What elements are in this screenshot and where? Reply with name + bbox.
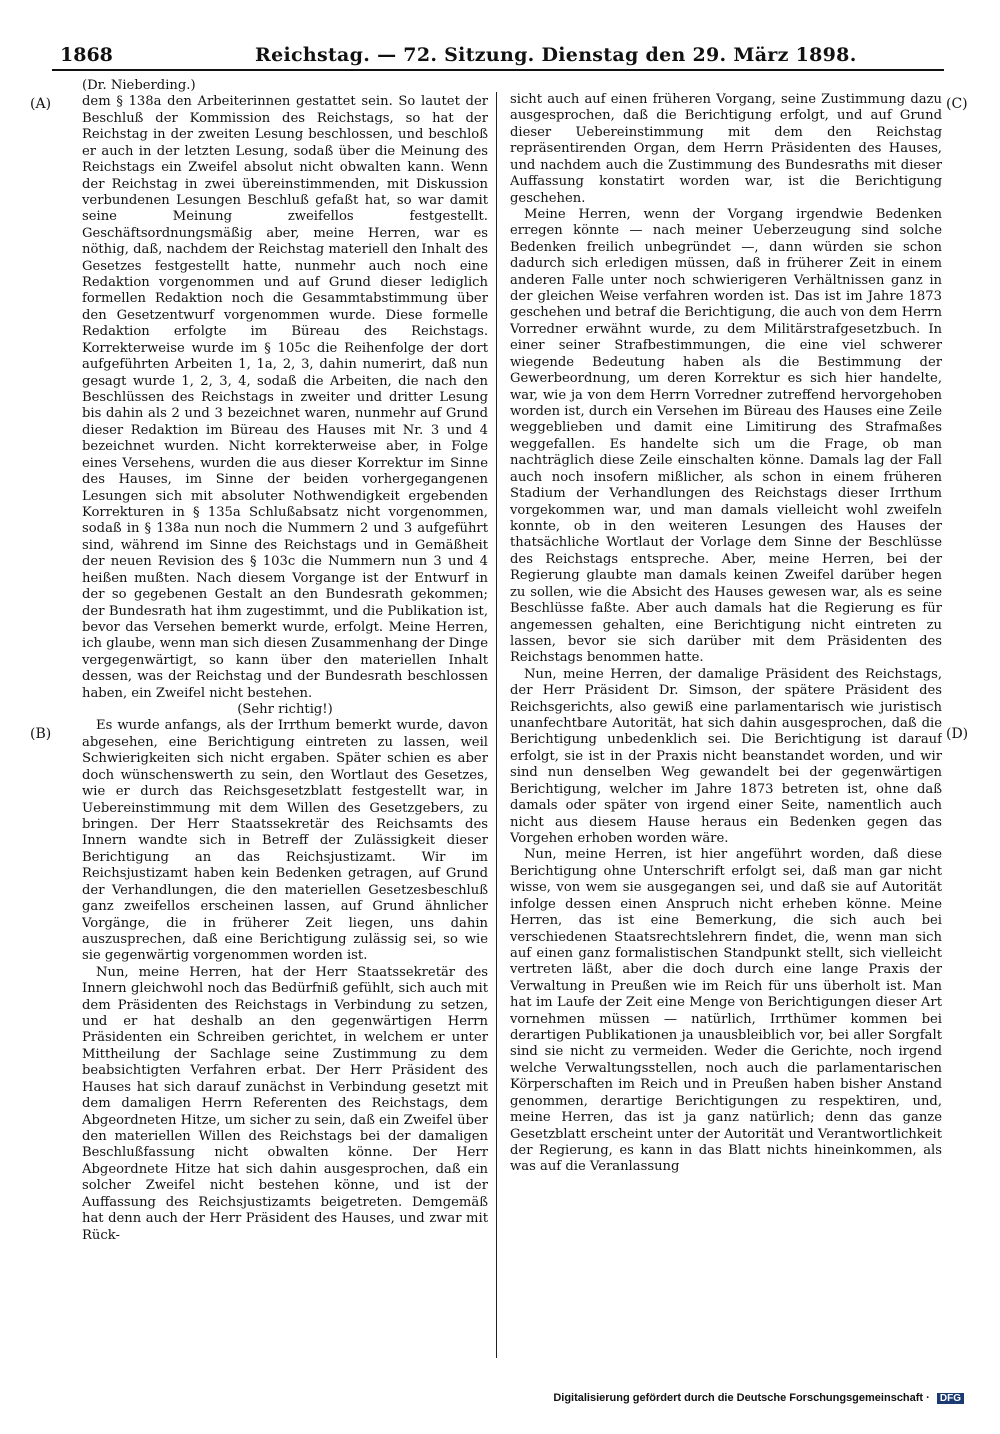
paragraph: Meine Herren, wenn der Vorgang irgendwie Bedenken erregen könnte — nach meiner Ueberzeugung sind solche Bedenken freilich unbegründet —, dann würden sie schon dadurch sich erledigen müssen, daß in früherer Zeit in einem anderen Falle unter noch schwierigeren Verhältnissen ganz in der gleichen Weise verfahren worden ist. Das ist im Jahre 1873 geschehen und betraf die Berichtigung, die auch von dem Herrn Vorredner erwähnt wurde, zu dem Militärstrafgesetzbuch. In einer seiner Strafbestimmungen, die eine viel schwerer wiegende Bedeutung haben als die Bestimmung der Gewerbeordnung, um deren Korrektur es sich hier handelte, war, wie ja von dem Herrn Vorredner zutreffend hervorgehoben worden ist, durch ein Versehen im Büreau des Hauses eine Zeile weggeblieben und damit eine Limitirung des Strafmaßes weggefallen. Es handelte sich um die Frage, ob man nachträglich diese Zeile einschalten könne. Damals lag der Fall auch noch insofern mißlicher, als schon in einem früheren Stadium der Verhandlungen des Reichstags dieser Irrthum vorgekommen war, und man damals vielleicht wohl zweifeln konnte, ob in den weiteren Lesungen des Hauses der thatsächliche Wortlaut der Vorlage dem Sinne der Beschlüsse des Reichstags entspreche. Aber, meine Herren, bei der Regierung glaubte man damals keinen Zweifel darüber hegen zu sollen, wie die Absicht des Hauses gewesen war, als es seine Beschlüsse faßte. Aber auch damals hat die Regierung es für angemessen gehalten, eine Berichtigung nicht eintreten zu lassen, bevor sie sich darüber mit dem Präsidenten des Reichstags benommen hatte. [510, 206, 942, 666]
interjection: (Sehr richtig!) [237, 702, 333, 718]
dfg-logo-icon: DFG [937, 1393, 964, 1404]
margin-letter-c: (C) [946, 96, 968, 112]
left-column [82, 78, 488, 1358]
paragraph: sicht auch auf einen früheren Vorgang, seine Zustimmung dazu ausgesprochen, daß die Berichtigung erfolgt, und auf Grund dieser Uebereinstimmung mit dem den Reichstag repräsentirenden Organ, dem Herrn Präsidenten des Hauses, und nachdem auch die Zustimmung des Bundesraths mit dieser Auffassung konstatirt worden war, ist die Berichtigung geschehen. [510, 92, 942, 206]
header-rule [52, 69, 944, 71]
right-column [510, 92, 942, 1372]
speaker-label: (Dr. Nieberding.) [82, 78, 196, 93]
footer-credit [553, 1392, 964, 1404]
paragraph: Nun, meine Herren, der damalige Präsident des Reichstags, der Herr Präsident Dr. Simson, der spätere Präsident des Reichsgerichts, also gewiß eine parlamentarisch wie juristisch unanfechtbare Autorität, hat sich dahin ausgesprochen, daß die Berichtigung unbedenklich sei. Die Berichtigung ist darauf erfolgt, sie ist in der Praxis nicht beanstandet worden, und wir sind nun denselben Weg gewandelt bei der gegenwärtigen Berichtigung, welcher im Jahre 1873 betreten ist, ohne daß damals oder später von irgend einer Seite, namentlich auch nicht aus diesem Hause heraus ein Bedenken gegen das Vorgehen erhoben worden wäre. [510, 666, 942, 846]
margin-letter-b: (B) [30, 726, 52, 742]
page-number: 1868 [60, 44, 113, 66]
running-head: Reichstag. — 72. Sitzung. Dienstag den 29. März 1898. [255, 44, 857, 66]
paragraph: Nun, meine Herren, ist hier angeführt worden, daß diese Berichtigung ohne Unterschrift erfolgt sei, daß man gar nicht wisse, von wem sie ausgegangen sei, und daß sie auf Autorität infolge dessen einen Anspruch nicht erheben könne. Meine Herren, das ist eine Bemerkung, die sich auch bei verschiedenen Staatsrechtslehrern findet, die, wenn man sich auf einen ganz formalistischen Standpunkt stellt, sich vielleicht vertreten läßt, aber die doch durch eine lange Praxis der Verwaltung in Preußen wie im Reich für uns überholt ist. Man hat im Laufe der Zeit eine Menge von Berichtigungen dieser Art vornehmen müssen — natürlich, Irrthümer kommen bei derartigen Publikationen ja unausbleiblich vor, bei aller Sorgfalt sind sie nicht zu vermeiden. Weder die Gerichte, noch irgend welche Verwaltungsstellen, noch auch die parlamentarischen Körperschaften im Reich und in Preußen haben bisher Anstand genommen, derartige Berichtigungen zu respektiren, und, meine Herren, das ist ja ganz natürlich; denn das ganze Gesetzblatt erscheint unter der Autorität und Verantwortlichkeit der Regierung, es kann in das Blatt nichts hineinkommen, als was auf die Veranlassung [510, 847, 942, 1175]
paragraph: Es wurde anfangs, als der Irrthum bemerkt wurde, davon abgesehen, eine Berichtigung eintreten zu lassen, weil Schwierigkeiten sich nicht ergaben. Später schien es aber doch wünschenswerth zu sein, den Wortlaut des Gesetzes, wie er durch das Reichsgesetzblatt festgestellt war, in Uebereinstimmung mit dem Willen des Gesetzgebers, zu bringen. Der Herr Staatssekretär des Reichsamts des Innern wandte sich in Betreff der Zulässigkeit dieser Berichtigung an das Reichsjustizamt. Wir im Reichsjustizamt haben kein Bedenken getragen, auf Grund der Verhandlungen, die den materiellen Gesetzesbeschluß ganz zweifellos erscheinen lassen, auf Grund ähnlicher Vorgänge, die in früherer Zeit liegen, uns dahin auszusprechen, daß eine Berichtigung zulässig sei, so wie sie gegenwärtig vorgenommen worden ist. [82, 718, 488, 964]
footer-credit-text: Digitalisierung gefördert durch die Deutsche Forschungsgemeinschaft · [553, 1392, 930, 1404]
paragraph: Nun, meine Herren, hat der Herr Staatssekretär des Innern gleichwohl noch das Bedürfniß gefühlt, sich auch mit dem Präsidenten des Reichstags in Verbindung zu setzen, und er hat deshalb an den gegenwärtigen Herrn Präsidenten ein Schreiben gerichtet, in welchem er unter Mittheilung der Sachlage seine Zustimmung zu dem beabsichtigten Verfahren erbat. Der Herr Präsident des Hauses hat sich darauf zunächst in Verbindung gesetzt mit dem damaligen Herrn Referenten des Reichstags, dem Abgeordneten Hitze, um sicher zu sein, daß ein Zweifel über den materiellen Willen des Reichstags bei der damaligen Beschlußfassung nicht obwalten könne. Der Herr Abgeordnete Hitze hat sich dahin ausgesprochen, daß ein solcher Zweifel nicht bestehen könne, und ist der Auffassung des Reichsjustizamts beigetreten. Demgemäß hat denn auch der Herr Präsident des Hauses, und zwar mit Rück- [82, 964, 488, 1243]
column-divider [496, 92, 497, 1358]
margin-letter-a: (A) [30, 96, 52, 112]
margin-letter-d: (D) [946, 726, 969, 742]
paragraph: dem § 138a den Arbeiterinnen gestattet sein. So lautet der Beschluß der Kommission des Reichstags, so hat der Reichstag in der zweiten Lesung beschlossen, und beschloß er auch in der letzten Lesung, sodaß über die Meinung des Reichstags ein Zweifel absolut nicht obwalten kann. Wenn der Reichstag in zwei übereinstimmenden, mit Diskussion verbundenen Lesungen Beschluß gefaßt hat, so war damit seine Meinung zweifellos festgestellt. Geschäftsordnungsmäßig aber, meine Herren, war es nöthig, daß, nachdem der Reichstag materiell den Inhalt des Gesetzes festgestellt hatte, nunmehr auch noch eine Redaktion vorgenommen und auf Grund dieser lediglich formellen Redaktion noch die Gesammtabstimmung über den Gesetzentwurf vorgenommen wurde. Diese formelle Redaktion erfolgte im Büreau des Reichstags. Korrekterweise wurde im § 105c die Reihenfolge der dort aufgeführten Arbeiten 1, 1a, 2, 3, dahin numerirt, daß nun gesagt wurde 1, 2, 3, 4, sodaß die Arbeiten, die nach den Beschlüssen des Reichstags in zweiter und dritter Lesung bis dahin als 2 und 3 bezeichnet waren, nunmehr auf Grund dieser Redaktion im Büreau des Hauses mit Nr. 3 und 4 bezeichnet wurden. Nicht korrekterweise aber, in Folge eines Versehens, wurden die aus dieser Korrektur im Sinne des Hauses, im Sinne der beiden vorhergegangenen Lesungen sich mit absoluter Nothwendigkeit ergebenden Korrekturen in § 135a Schlußabsatz nicht vorgenommen, sodaß in § 138a nun noch die Nummern 2 und 3 aufgeführt sind, während im Sinne des Reichstags und in Gemäßheit der neuen Revision des § 103c die Nummern nun 3 und 4 heißen mußten. Nach diesem Vorgange ist der Entwurf in der so gegebenen Gestalt an den Bundesrath gekommen; der Bundesrath hat ihm zugestimmt, und die Publikation ist, bevor das Versehen bemerkt wurde, erfolgt. Meine Herren, ich glaube, wenn man sich diesen Zusammenhang der Dinge vergegenwärtigt, so kann über den materiellen Inhalt dessen, was der Reichstag und der Bundesrath beschlossen haben, ein Zweifel nicht bestehen. [82, 94, 488, 701]
